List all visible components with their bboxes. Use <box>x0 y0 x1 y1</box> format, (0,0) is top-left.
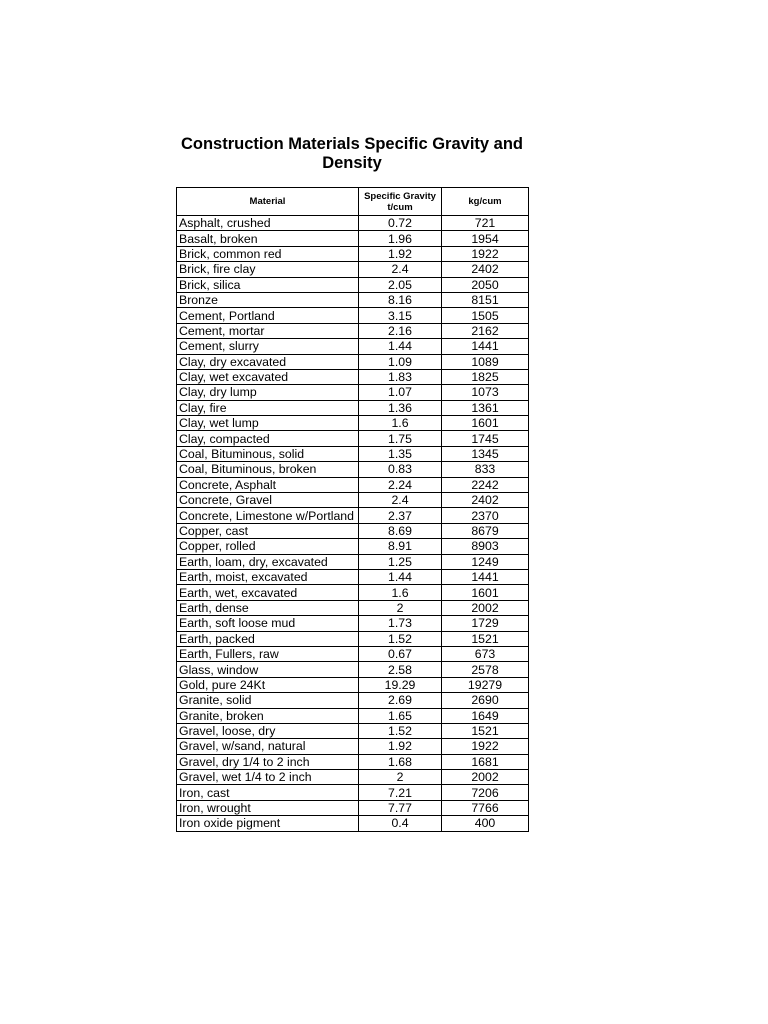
table-row <box>177 554 529 569</box>
cell-density: 1249 <box>442 554 529 569</box>
cell-specific-gravity: 1.6 <box>359 585 442 600</box>
cell-specific-gravity: 1.96 <box>359 231 442 246</box>
table-row <box>177 308 529 323</box>
cell-material: Concrete, Gravel <box>177 493 359 508</box>
cell-material: Cement, slurry <box>177 339 359 354</box>
cell-density: 1521 <box>442 631 529 646</box>
cell-material: Cement, mortar <box>177 323 359 338</box>
table-row <box>177 677 529 692</box>
cell-density: 1745 <box>442 431 529 446</box>
table-row <box>177 739 529 754</box>
cell-material: Clay, fire <box>177 400 359 415</box>
cell-density: 7206 <box>442 785 529 800</box>
cell-material: Gravel, wet 1/4 to 2 inch <box>177 770 359 785</box>
cell-material: Coal, Bituminous, solid <box>177 446 359 461</box>
table-row <box>177 785 529 800</box>
table-body <box>177 216 529 832</box>
cell-material: Clay, compacted <box>177 431 359 446</box>
table-row <box>177 616 529 631</box>
cell-material: Concrete, Limestone w/Portland <box>177 508 359 523</box>
header-material <box>177 188 359 216</box>
cell-specific-gravity: 2.4 <box>359 262 442 277</box>
cell-specific-gravity: 1.92 <box>359 739 442 754</box>
cell-density: 1601 <box>442 416 529 431</box>
table-header-row <box>177 188 529 216</box>
table-row <box>177 754 529 769</box>
title-line-2: Density <box>322 154 382 172</box>
cell-density: 1649 <box>442 708 529 723</box>
cell-specific-gravity: 2.24 <box>359 477 442 492</box>
cell-material: Earth, packed <box>177 631 359 646</box>
cell-density: 1922 <box>442 246 529 261</box>
cell-specific-gravity: 1.36 <box>359 400 442 415</box>
cell-density: 1073 <box>442 385 529 400</box>
cell-material: Gravel, dry 1/4 to 2 inch <box>177 754 359 769</box>
cell-specific-gravity: 1.73 <box>359 616 442 631</box>
table-row <box>177 816 529 831</box>
table-row <box>177 477 529 492</box>
cell-density: 2002 <box>442 600 529 615</box>
table-row <box>177 292 529 307</box>
cell-material: Clay, wet lump <box>177 416 359 431</box>
table-row <box>177 523 529 538</box>
table-row <box>177 600 529 615</box>
cell-density: 1361 <box>442 400 529 415</box>
cell-specific-gravity: 1.68 <box>359 754 442 769</box>
cell-density: 1441 <box>442 339 529 354</box>
cell-density: 2402 <box>442 493 529 508</box>
cell-density: 2162 <box>442 323 529 338</box>
cell-material: Brick, common red <box>177 246 359 261</box>
cell-material: Asphalt, crushed <box>177 216 359 231</box>
header-specific-gravity-unit: t/cum <box>387 201 413 213</box>
cell-specific-gravity: 8.69 <box>359 523 442 538</box>
cell-specific-gravity: 7.77 <box>359 800 442 815</box>
cell-specific-gravity: 3.15 <box>359 308 442 323</box>
table-row <box>177 231 529 246</box>
cell-density: 1345 <box>442 446 529 461</box>
cell-specific-gravity: 0.4 <box>359 816 442 831</box>
cell-density: 833 <box>442 462 529 477</box>
cell-density: 8679 <box>442 523 529 538</box>
document-title <box>176 135 528 173</box>
cell-material: Concrete, Asphalt <box>177 477 359 492</box>
cell-material: Glass, window <box>177 662 359 677</box>
cell-specific-gravity: 1.65 <box>359 708 442 723</box>
cell-specific-gravity: 1.09 <box>359 354 442 369</box>
table-row <box>177 400 529 415</box>
table-row <box>177 262 529 277</box>
cell-material: Earth, soft loose mud <box>177 616 359 631</box>
table-row <box>177 462 529 477</box>
cell-material: Earth, dense <box>177 600 359 615</box>
table-row <box>177 369 529 384</box>
cell-density: 2402 <box>442 262 529 277</box>
table-row <box>177 723 529 738</box>
cell-material: Earth, wet, excavated <box>177 585 359 600</box>
table-row <box>177 385 529 400</box>
cell-material: Brick, fire clay <box>177 262 359 277</box>
cell-specific-gravity: 2 <box>359 770 442 785</box>
cell-density: 19279 <box>442 677 529 692</box>
cell-density: 1089 <box>442 354 529 369</box>
cell-specific-gravity: 8.91 <box>359 539 442 554</box>
cell-material: Coal, Bituminous, broken <box>177 462 359 477</box>
cell-density: 2690 <box>442 693 529 708</box>
header-specific-gravity <box>359 188 442 216</box>
cell-density: 7766 <box>442 800 529 815</box>
cell-material: Earth, loam, dry, excavated <box>177 554 359 569</box>
cell-specific-gravity: 1.92 <box>359 246 442 261</box>
header-density-label: kg/cum <box>468 196 502 207</box>
table-row <box>177 646 529 661</box>
table-row <box>177 800 529 815</box>
materials-table <box>176 187 529 832</box>
cell-material: Granite, solid <box>177 693 359 708</box>
cell-material: Iron oxide pigment <box>177 816 359 831</box>
table-row <box>177 708 529 723</box>
cell-material: Brick, silica <box>177 277 359 292</box>
cell-density: 1729 <box>442 616 529 631</box>
table-row <box>177 493 529 508</box>
cell-material: Gold, pure 24Kt <box>177 677 359 692</box>
cell-density: 1825 <box>442 369 529 384</box>
cell-density: 8151 <box>442 292 529 307</box>
cell-specific-gravity: 1.52 <box>359 723 442 738</box>
cell-specific-gravity: 2.16 <box>359 323 442 338</box>
cell-specific-gravity: 2 <box>359 600 442 615</box>
table-row <box>177 508 529 523</box>
cell-density: 2050 <box>442 277 529 292</box>
cell-density: 1505 <box>442 308 529 323</box>
cell-material: Clay, dry lump <box>177 385 359 400</box>
cell-specific-gravity: 8.16 <box>359 292 442 307</box>
cell-material: Copper, rolled <box>177 539 359 554</box>
cell-specific-gravity: 1.75 <box>359 431 442 446</box>
table-row <box>177 569 529 584</box>
table-row <box>177 339 529 354</box>
cell-material: Clay, wet excavated <box>177 369 359 384</box>
header-material-label: Material <box>249 196 286 207</box>
cell-material: Basalt, broken <box>177 231 359 246</box>
cell-density: 2002 <box>442 770 529 785</box>
cell-specific-gravity: 0.67 <box>359 646 442 661</box>
cell-material: Clay, dry excavated <box>177 354 359 369</box>
cell-material: Iron, wrought <box>177 800 359 815</box>
cell-specific-gravity: 7.21 <box>359 785 442 800</box>
cell-specific-gravity: 2.37 <box>359 508 442 523</box>
cell-specific-gravity: 2.69 <box>359 693 442 708</box>
table-row <box>177 631 529 646</box>
cell-specific-gravity: 1.83 <box>359 369 442 384</box>
table-row <box>177 354 529 369</box>
cell-specific-gravity: 1.6 <box>359 416 442 431</box>
cell-density: 1521 <box>442 723 529 738</box>
cell-density: 1601 <box>442 585 529 600</box>
cell-specific-gravity: 2.05 <box>359 277 442 292</box>
cell-material: Cement, Portland <box>177 308 359 323</box>
cell-density: 1441 <box>442 569 529 584</box>
cell-material: Earth, Fullers, raw <box>177 646 359 661</box>
cell-material: Granite, broken <box>177 708 359 723</box>
cell-density: 2370 <box>442 508 529 523</box>
table-row <box>177 323 529 338</box>
cell-specific-gravity: 1.25 <box>359 554 442 569</box>
cell-density: 721 <box>442 216 529 231</box>
header-specific-gravity-label: Specific Gravity <box>364 190 436 202</box>
cell-density: 8903 <box>442 539 529 554</box>
cell-material: Gravel, loose, dry <box>177 723 359 738</box>
cell-specific-gravity: 1.44 <box>359 339 442 354</box>
cell-material: Iron, cast <box>177 785 359 800</box>
table-row <box>177 539 529 554</box>
table-row <box>177 277 529 292</box>
table-row <box>177 446 529 461</box>
cell-density: 1954 <box>442 231 529 246</box>
cell-density: 1922 <box>442 739 529 754</box>
cell-specific-gravity: 2.58 <box>359 662 442 677</box>
cell-specific-gravity: 1.44 <box>359 569 442 584</box>
cell-density: 2578 <box>442 662 529 677</box>
cell-density: 1681 <box>442 754 529 769</box>
cell-specific-gravity: 19.29 <box>359 677 442 692</box>
cell-specific-gravity: 1.35 <box>359 446 442 461</box>
table-row <box>177 770 529 785</box>
table-row <box>177 431 529 446</box>
cell-material: Copper, cast <box>177 523 359 538</box>
cell-material: Gravel, w/sand, natural <box>177 739 359 754</box>
table-row <box>177 585 529 600</box>
cell-density: 2242 <box>442 477 529 492</box>
cell-material: Bronze <box>177 292 359 307</box>
table-row <box>177 416 529 431</box>
cell-specific-gravity: 1.52 <box>359 631 442 646</box>
cell-density: 673 <box>442 646 529 661</box>
table-row <box>177 662 529 677</box>
title-line-1: Construction Materials Specific Gravity and <box>180 135 523 153</box>
table-row <box>177 693 529 708</box>
cell-specific-gravity: 0.72 <box>359 216 442 231</box>
table-row <box>177 246 529 261</box>
table-row <box>177 216 529 231</box>
cell-material: Earth, moist, excavated <box>177 569 359 584</box>
cell-specific-gravity: 0.83 <box>359 462 442 477</box>
header-density <box>442 188 529 216</box>
cell-density: 400 <box>442 816 529 831</box>
cell-specific-gravity: 2.4 <box>359 493 442 508</box>
cell-specific-gravity: 1.07 <box>359 385 442 400</box>
